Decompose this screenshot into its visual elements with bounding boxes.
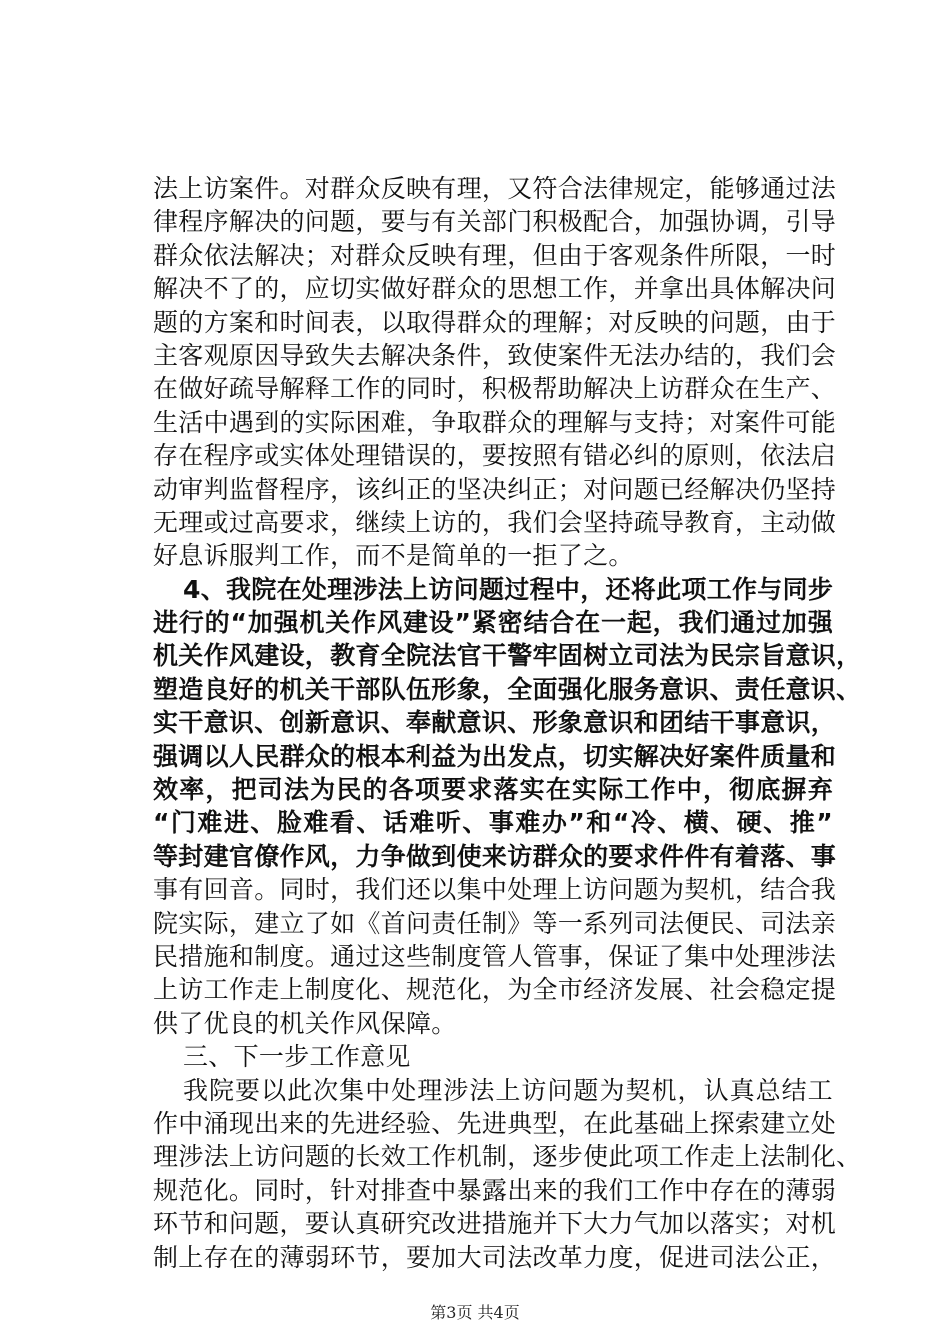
section-heading: 三、下一步工作意见	[183, 1042, 411, 1072]
text-line: 群众依法解决；对群众反映有理，但由于客观条件所限，一时	[153, 240, 837, 270]
text-line: 在做好疏导解释工作的同时，积极帮助解决上访群众在生产、	[153, 374, 837, 404]
text-line: 存在程序或实体处理错误的，要按照有错必纠的原则，依法启	[153, 441, 837, 471]
text-line: 效率，把司法为民的各项要求落实在实际工作中，彻底摒弃	[153, 775, 833, 805]
text-line: 我院要以此次集中处理涉法上访问题为契机，认真总结工	[183, 1075, 833, 1105]
text-line: 无理或过高要求，继续上访的，我们会坚持疏导教育，主动做	[153, 507, 837, 537]
text-line: 强调以人民群众的根本利益为出发点，切实解决好案件质量和	[153, 741, 837, 771]
text-line: 律程序解决的问题，要与有关部门积极配合，加强协调，引导	[153, 207, 837, 237]
text-line: 解决不了的，应切实做好群众的思想工作，并拿出具体解决问	[153, 274, 837, 304]
text-line: 供了优良的机关作风保障。	[153, 1008, 457, 1038]
text-line: “门难进、脸难看、话难听、事难办”和“冷、横、硬、推”	[153, 808, 833, 838]
text-line: 民措施和制度。通过这些制度管人管事，保证了集中处理涉法	[153, 941, 837, 971]
body-text	[153, 172, 862, 1274]
text-line: 规范化。同时，针对排查中暴露出来的我们工作中存在的薄弱	[153, 1175, 837, 1205]
text-line: 题的方案和时间表，以取得群众的理解；对反映的问题，由于	[153, 307, 837, 337]
page-indicator: 第3页 共4页	[430, 1303, 520, 1322]
text-line: 塑造良好的机关干部队伍形象，全面强化服务意识、责任意识、	[153, 674, 862, 704]
text-line: 动审判监督程序，该纠正的坚决纠正；对问题已经解决仍坚持	[153, 474, 837, 504]
text-line: 上访工作走上制度化、规范化，为全市经济发展、社会稳定提	[153, 975, 837, 1005]
text-line: 环节和问题，要认真研究改进措施并下大力气加以落实；对机	[153, 1209, 837, 1239]
text-line: 机关作风建设，教育全院法官干警牢固树立司法为民宗旨意识，	[153, 641, 862, 671]
text-line: 事有回音。同时，我们还以集中处理上访问题为契机，结合我	[153, 875, 837, 905]
text-line: 进行的“加强机关作风建设”紧密结合在一起，我们通过加强	[153, 608, 833, 638]
page-footer	[0, 1300, 950, 1323]
text-line: 院实际，建立了如《首问责任制》等一系列司法便民、司法亲	[153, 908, 837, 938]
text-line: 等封建官僚作风，力争做到使来访群众的要求件件有着落、事	[153, 841, 837, 871]
text-line: 理涉法上访问题的长效工作机制，逐步使此项工作走上法制化、	[153, 1142, 862, 1172]
text-line: 实干意识、创新意识、奉献意识、形象意识和团结干事意识，	[153, 708, 837, 738]
text-line: 生活中遇到的实际困难，争取群众的理解与支持；对案件可能	[153, 407, 837, 437]
text-line: 好息诉服判工作，而不是简单的一拒了之。	[153, 541, 634, 571]
text-line: 制上存在的薄弱环节，要加大司法改革力度，促进司法公正，	[153, 1242, 837, 1272]
text-line: 作中涌现出来的先进经验、先进典型，在此基础上探索建立处	[153, 1108, 837, 1138]
text-line: 法上访案件。对群众反映有理，又符合法律规定，能够通过法	[153, 174, 837, 203]
text-line: 主客观原因导致失去解决条件，致使案件无法办结的，我们会	[153, 340, 837, 370]
text-line: 4、我院在处理涉法上访问题过程中，还将此项工作与同步	[183, 574, 834, 604]
